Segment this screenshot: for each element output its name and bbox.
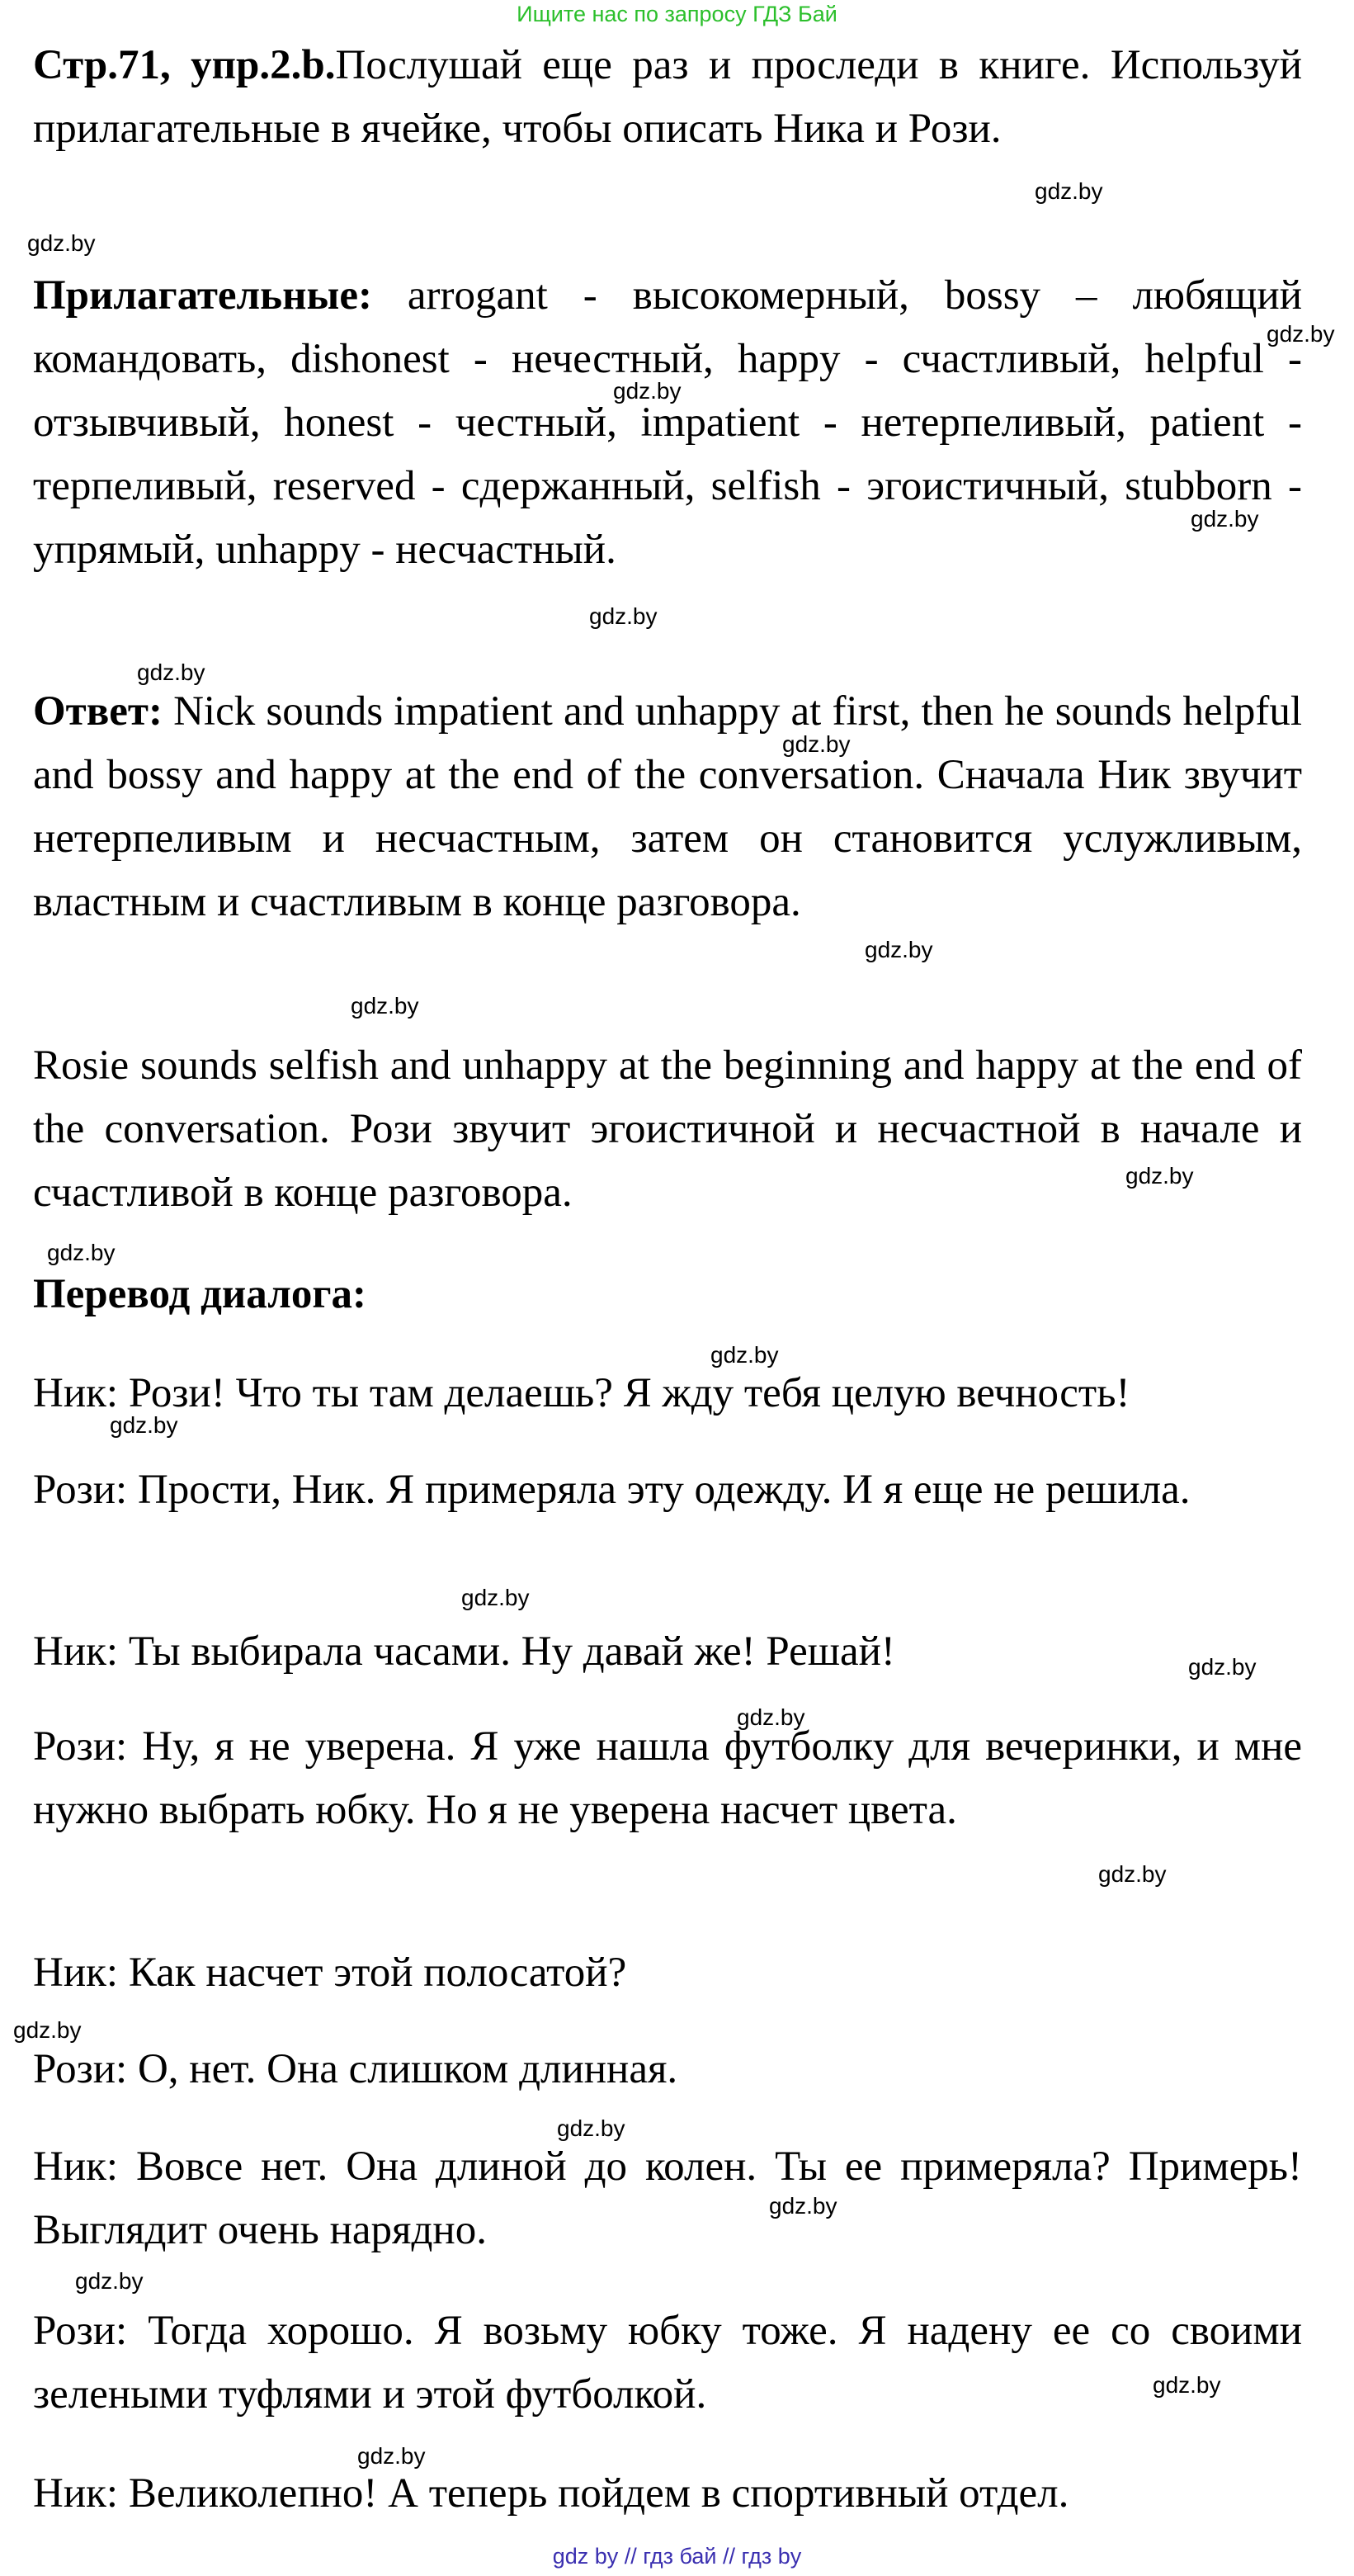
watermark: gdz.by: [710, 1342, 779, 1368]
footer-links: gdz by // гдз бай // гдз by: [552, 2544, 802, 2569]
adjectives-label: Прилагательные:: [33, 272, 372, 319]
watermark: gdz.by: [1191, 506, 1259, 532]
watermark: gdz.by: [13, 2017, 82, 2043]
dialogue-line: Рози: Тогда хорошо. Я возьму юбку тоже. Я надену ее со своими зелеными туфлями и этой футболкой.: [33, 2308, 1302, 2418]
top-banner: Ищите нас по запросу ГДЗ Бай: [517, 2, 837, 26]
dialogue-line: Ник: Ты выбирала часами. Ну давай же! Решай!: [33, 1628, 895, 1675]
watermark: gdz.by: [782, 731, 851, 757]
translation-heading: Перевод диалога:: [33, 1271, 366, 1317]
dialogue-line: Ник: Вовсе нет. Она длиной до колен. Ты ее примеряла? Примерь! Выглядит очень нарядно.: [33, 2144, 1302, 2253]
dialogue-line: Ник: Великолепно! А теперь пойдем в спортивный отдел.: [33, 2470, 1069, 2517]
watermark: gdz.by: [110, 1412, 178, 1438]
watermark: gdz.by: [47, 1240, 116, 1265]
answer-label: Ответ:: [33, 688, 163, 735]
answer-paragraph: [33, 680, 1302, 934]
adjectives-paragraph: [33, 264, 1302, 582]
answer-text: Nick sounds impatient and unhappy at first, then he sounds helpful and bossy and happy at the end of the conversation. Сначала Ник звучит нетерпеливым и несчастным, затем он становится услужливым, властным и счастливым в конце разговора.: [33, 688, 1302, 925]
watermark: gdz.by: [589, 603, 658, 629]
watermark: gdz.by: [1098, 1861, 1167, 1887]
watermark: gdz.by: [1267, 321, 1335, 347]
dialogue-line: Рози: О, нет. Она слишком длинная.: [33, 2046, 678, 2092]
watermark: gdz.by: [737, 1704, 805, 1730]
dialogue-line: Рози: Ну, я не уверена. Я уже нашла футболку для вечеринки, и мне нужно выбрать юбку. Но я не уверена насчет цвета.: [33, 1723, 1302, 1833]
rosie-paragraph: Rosie sounds selfish and unhappy at the beginning and happy at the end of the conversation. Рози звучит эгоистичной и несчастной в начале и счастливой в конце разговора.: [33, 1042, 1302, 1216]
task-text: Послушай еще раз и проследи в книге. Используй прилагательные в ячейке, чтобы описать Ника и Рози.: [33, 42, 1302, 152]
watermark: gdz.by: [557, 2115, 625, 2141]
watermark: gdz.by: [1188, 1654, 1257, 1680]
watermark: gdz.by: [865, 937, 933, 962]
watermark: gdz.by: [27, 230, 96, 256]
watermark: gdz.by: [1035, 178, 1103, 204]
watermark: gdz.by: [613, 378, 682, 404]
watermark: gdz.by: [1125, 1163, 1194, 1189]
watermark: gdz.by: [75, 2268, 144, 2294]
dialogue-line: Ник: Рози! Что ты там делаешь? Я жду тебя целую вечность!: [33, 1370, 1130, 1416]
watermark: gdz.by: [137, 659, 205, 685]
dialogue-line: Рози: Прости, Ник. Я примеряла эту одежду. И я еще не решила.: [33, 1467, 1191, 1513]
watermark: gdz.by: [357, 2443, 426, 2469]
watermark: gdz.by: [461, 1585, 530, 1610]
adjectives-text: arrogant - высокомерный, bossy – любящий командовать, dishonest - нечестный, happy - счастливый, helpful - отзывчивый, honest - честный, impatient - нетерпеливый, patient - терпеливый, reserved - сдержанный, selfish - эгоистичный, stubborn - упрямый, unhappy - несчастный.: [33, 272, 1302, 573]
watermark: gdz.by: [351, 993, 419, 1019]
task-paragraph: [33, 34, 1302, 161]
task-label: Стр.71, упр.2.b.: [33, 42, 336, 88]
dialogue-line: Ник: Как насчет этой полосатой?: [33, 1950, 627, 1996]
watermark: gdz.by: [769, 2193, 837, 2219]
watermark: gdz.by: [1153, 2372, 1221, 2398]
